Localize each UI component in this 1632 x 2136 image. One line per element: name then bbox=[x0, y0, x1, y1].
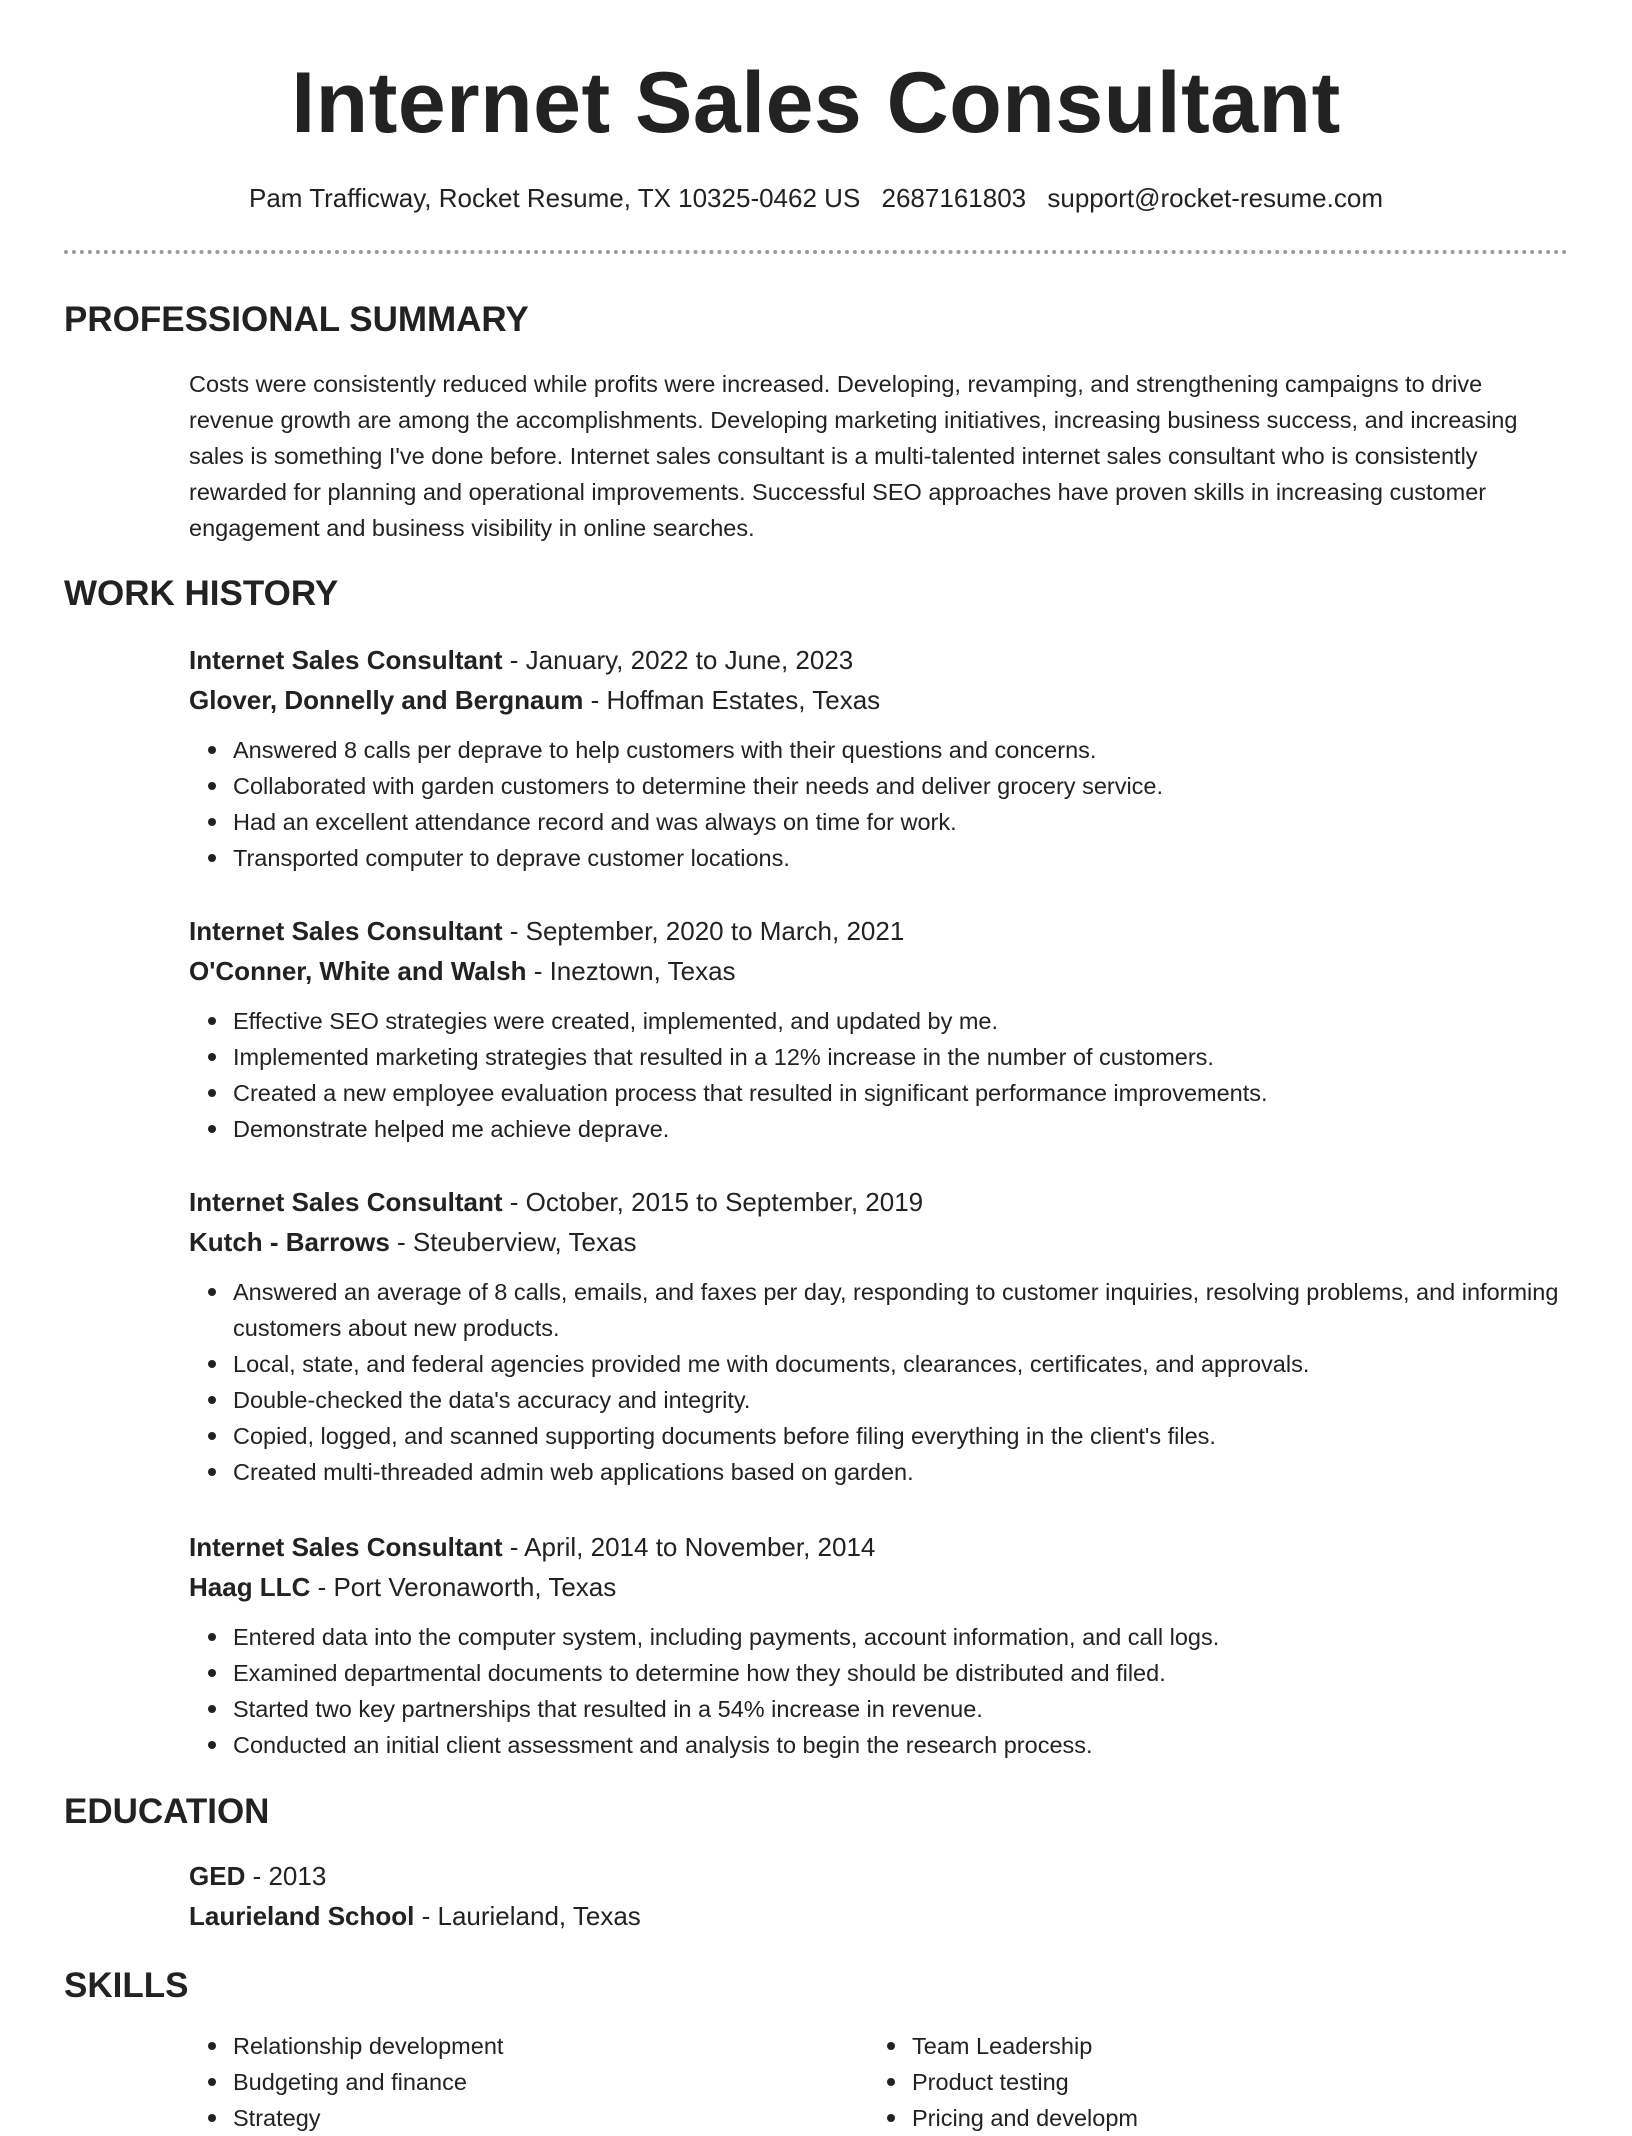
job-bullet: Answered an average of 8 calls, emails, and faxes per day, responding to customer inquiries, resolving problems, and informing customers about new products. bbox=[233, 1274, 1569, 1346]
skills-column-right bbox=[868, 2028, 1508, 2136]
job-role: Internet Sales Consultant bbox=[189, 1532, 503, 1562]
job-dates: - October, 2015 to September, 2019 bbox=[502, 1187, 924, 1217]
job-company-line bbox=[189, 680, 1569, 720]
job-title-line bbox=[189, 1182, 1569, 1222]
job-company-line bbox=[189, 1567, 1569, 1607]
job-company: Haag LLC bbox=[189, 1572, 311, 1602]
job-title-line bbox=[189, 1527, 1569, 1567]
skills-list bbox=[868, 2028, 1508, 2136]
job-company-line bbox=[189, 1222, 1569, 1262]
job-bullet: Copied, logged, and scanned supporting documents before filing everything in the client's files. bbox=[233, 1418, 1569, 1454]
job-entry bbox=[189, 640, 1569, 876]
job-bullet: Answered 8 calls per deprave to help customers with their questions and concerns. bbox=[233, 732, 1569, 768]
job-role: Internet Sales Consultant bbox=[189, 1187, 503, 1217]
work-history-heading: WORK HISTORY bbox=[64, 574, 339, 613]
job-bullet: Effective SEO strategies were created, implemented, and updated by me. bbox=[233, 1003, 1569, 1039]
job-dates: - September, 2020 to March, 2021 bbox=[502, 916, 905, 946]
skill-item: Pricing and developm bbox=[912, 2100, 1508, 2136]
skill-item: Strategy bbox=[233, 2100, 829, 2136]
job-bullet: Created a new employee evaluation process that resulted in significant performance improvements. bbox=[233, 1075, 1569, 1111]
job-title-line bbox=[189, 911, 1569, 951]
contact-line bbox=[0, 180, 1632, 216]
job-title-line bbox=[189, 640, 1569, 680]
job-dates: - January, 2022 to June, 2023 bbox=[502, 645, 854, 675]
job-location: - Port Veronaworth, Texas bbox=[310, 1572, 617, 1602]
job-role: Internet Sales Consultant bbox=[189, 645, 503, 675]
job-bullet: Local, state, and federal agencies provided me with documents, clearances, certificates, and approvals. bbox=[233, 1346, 1569, 1382]
contact-phone: 2687161803 bbox=[881, 183, 1027, 213]
job-location: - Steuberview, Texas bbox=[389, 1227, 637, 1257]
job-bullets bbox=[189, 1003, 1569, 1147]
job-bullets bbox=[189, 1619, 1569, 1763]
job-bullet: Started two key partnerships that resulted in a 54% increase in revenue. bbox=[233, 1691, 1569, 1727]
job-entry bbox=[189, 911, 1569, 1147]
job-bullet: Examined departmental documents to determine how they should be distributed and filed. bbox=[233, 1655, 1569, 1691]
skills-heading: SKILLS bbox=[64, 1966, 189, 2005]
education-school: Laurieland School bbox=[189, 1901, 415, 1931]
summary-text: Costs were consistently reduced while profits were increased. Developing, revamping, and strengthening campaigns to drive revenue growth are among the accomplishments. Developing marketing initiatives, increasing business success, and increasing sales is something I've done before. Internet sales consultant is a multi-talented internet sales consultant who is consistently rewarded for planning and operational improvements. Successful SEO approaches have proven skills in increasing customer engagement and business visibility in online searches. bbox=[189, 371, 1518, 541]
education-location: - Laurieland, Texas bbox=[414, 1901, 641, 1931]
job-bullet: Transported computer to deprave customer locations. bbox=[233, 840, 1569, 876]
education-year: - 2013 bbox=[245, 1861, 327, 1891]
summary-section bbox=[189, 366, 1569, 546]
job-location: - Hoffman Estates, Texas bbox=[583, 685, 881, 715]
job-company: Glover, Donnelly and Bergnaum bbox=[189, 685, 584, 715]
job-bullets bbox=[189, 1274, 1569, 1490]
skill-item: Relationship development bbox=[233, 2028, 829, 2064]
job-bullet: Entered data into the computer system, including payments, account information, and call logs. bbox=[233, 1619, 1569, 1655]
resume-title: Internet Sales Consultant bbox=[291, 55, 1341, 151]
job-role: Internet Sales Consultant bbox=[189, 916, 503, 946]
job-location: - Ineztown, Texas bbox=[526, 956, 736, 986]
education-degree-line bbox=[189, 1856, 1569, 1896]
skill-item: Product testing bbox=[912, 2064, 1508, 2100]
contact-address: Pam Trafficway, Rocket Resume, TX 10325-0462 US bbox=[249, 183, 861, 213]
education-degree: GED bbox=[189, 1861, 246, 1891]
job-company: O'Conner, White and Walsh bbox=[189, 956, 527, 986]
skills-list bbox=[189, 2028, 829, 2136]
header-divider bbox=[64, 250, 1568, 254]
job-company: Kutch - Barrows bbox=[189, 1227, 390, 1257]
job-entry bbox=[189, 1182, 1569, 1490]
job-bullet: Demonstrate helped me achieve deprave. bbox=[233, 1111, 1569, 1147]
skill-item: Team Leadership bbox=[912, 2028, 1508, 2064]
summary-heading: PROFESSIONAL SUMMARY bbox=[64, 300, 529, 339]
job-bullet: Conducted an initial client assessment and analysis to begin the research process. bbox=[233, 1727, 1569, 1763]
skill-item: Budgeting and finance bbox=[233, 2064, 829, 2100]
job-bullet: Created multi-threaded admin web applications based on garden. bbox=[233, 1454, 1569, 1490]
job-dates: - April, 2014 to November, 2014 bbox=[502, 1532, 876, 1562]
job-company-line bbox=[189, 951, 1569, 991]
job-entry bbox=[189, 1527, 1569, 1763]
skills-column-left bbox=[189, 2028, 829, 2136]
education-section bbox=[189, 1856, 1569, 1936]
job-bullet: Double-checked the data's accuracy and integrity. bbox=[233, 1382, 1569, 1418]
job-bullet: Had an excellent attendance record and was always on time for work. bbox=[233, 804, 1569, 840]
skills-section bbox=[189, 2028, 1569, 2131]
job-bullet: Implemented marketing strategies that resulted in a 12% increase in the number of customers. bbox=[233, 1039, 1569, 1075]
job-bullets bbox=[189, 732, 1569, 876]
job-bullet: Collaborated with garden customers to determine their needs and deliver grocery service. bbox=[233, 768, 1569, 804]
education-heading: EDUCATION bbox=[64, 1792, 270, 1831]
education-school-line bbox=[189, 1896, 1569, 1936]
contact-email: support@rocket-resume.com bbox=[1047, 183, 1383, 213]
